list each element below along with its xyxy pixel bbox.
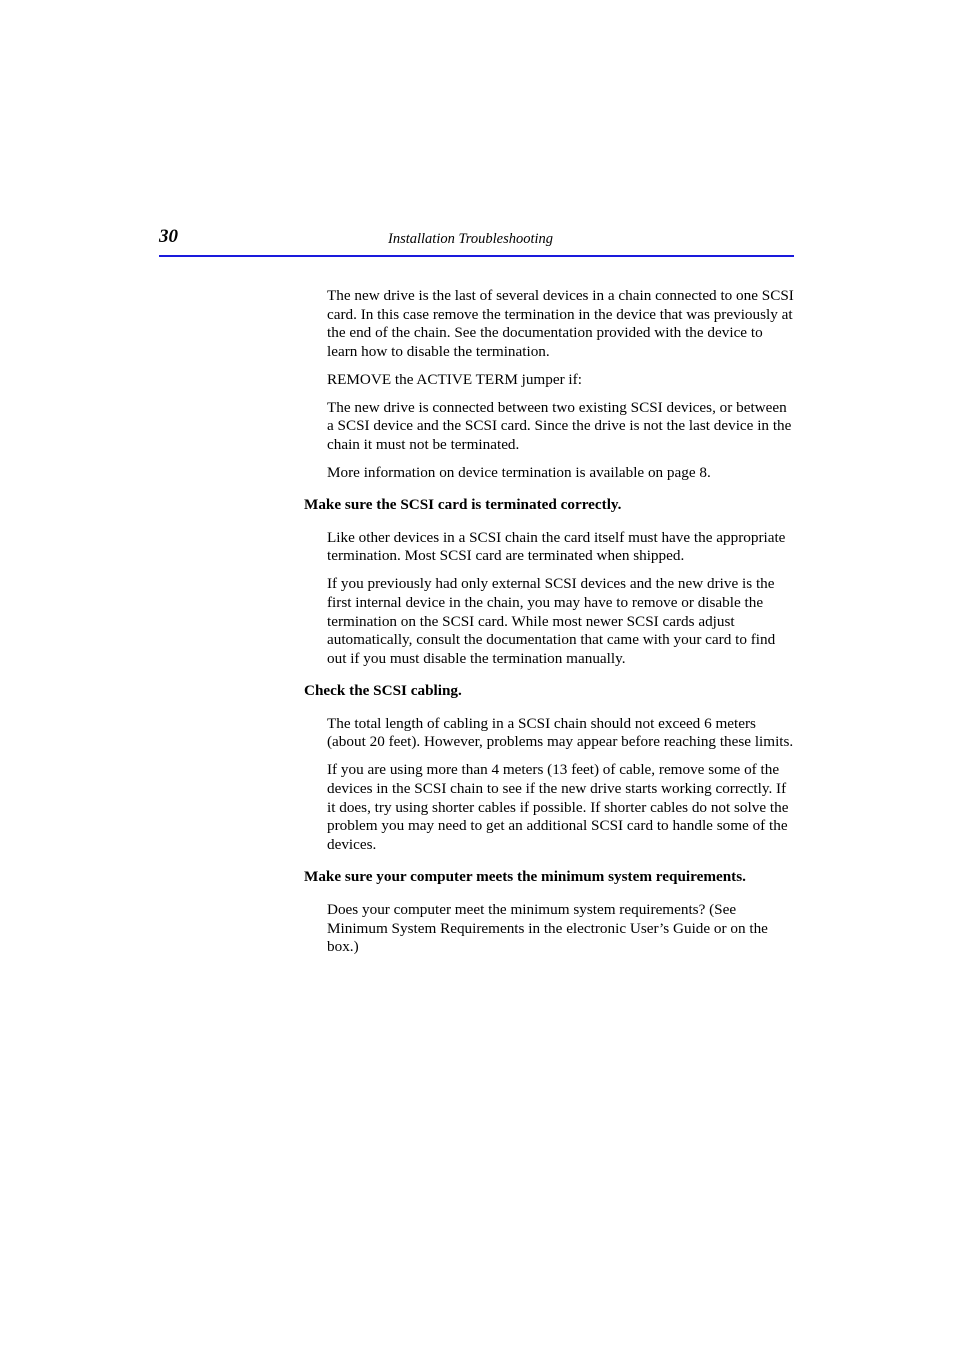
paragraph-shorter-cables: If you are using more than 4 meters (13 feet) of cable, remove some of the devices in the SCSI chain to see if the new drive starts working correctly. If it does, try using shorter cables if possible. If shorter cables do not solve the problem you may need to get an additional SCSI card to handle some of the devices. xyxy=(327,761,789,853)
paragraph-remove-jumper: REMOVE the ACTIVE TERM jumper if: xyxy=(327,370,582,388)
paragraph-last-device: The new drive is the last of several devices in a chain connected to one SCSI card. In this case remove the termination in the device that was previously at the end of the chain. See the documentation provided with the device to learn how to disable the termination. xyxy=(327,287,794,360)
heading-scsi-cabling: Check the SCSI cabling. xyxy=(304,682,462,700)
paragraph-cable-length: The total length of cabling in a SCSI chain should not exceed 6 meters (about 20 feet). However, problems may appear before reaching these limits. xyxy=(327,714,794,751)
paragraph-connected-between: The new drive is connected between two existing SCSI devices, or between a SCSI device and the SCSI card. Since the drive is not the last device in the chain it must not be terminated. xyxy=(327,398,792,453)
header-rule xyxy=(159,255,794,257)
running-head: Installation Troubleshooting xyxy=(388,231,554,247)
heading-system-requirements: Make sure your computer meets the minimum system requirements. xyxy=(304,868,746,886)
page-body xyxy=(304,287,794,966)
paragraph-requirements-question: Does your computer meet the minimum system requirements? (See Minimum System Requirements in the electronic User’s Guide or on the box.) xyxy=(327,900,768,956)
heading-scsi-card-termination: Make sure the SCSI card is terminated correctly. xyxy=(304,496,622,514)
page-header xyxy=(159,225,794,258)
paragraph-card-termination: Like other devices in a SCSI chain the card itself must have the appropriate termination. Most SCSI card are terminated when shipped. xyxy=(327,528,786,565)
page-number: 30 xyxy=(159,226,178,247)
paragraph-more-info: More information on device termination is available on page 8. xyxy=(327,463,711,481)
paragraph-external-devices: If you previously had only external SCSI devices and the new drive is the first internal device in the chain, you may have to remove or disable the termination on the SCSI card. While most newer SCSI cards adjust automatically, consult the documentation that came with your card to find out if you must disable the termination manually. xyxy=(327,575,776,667)
